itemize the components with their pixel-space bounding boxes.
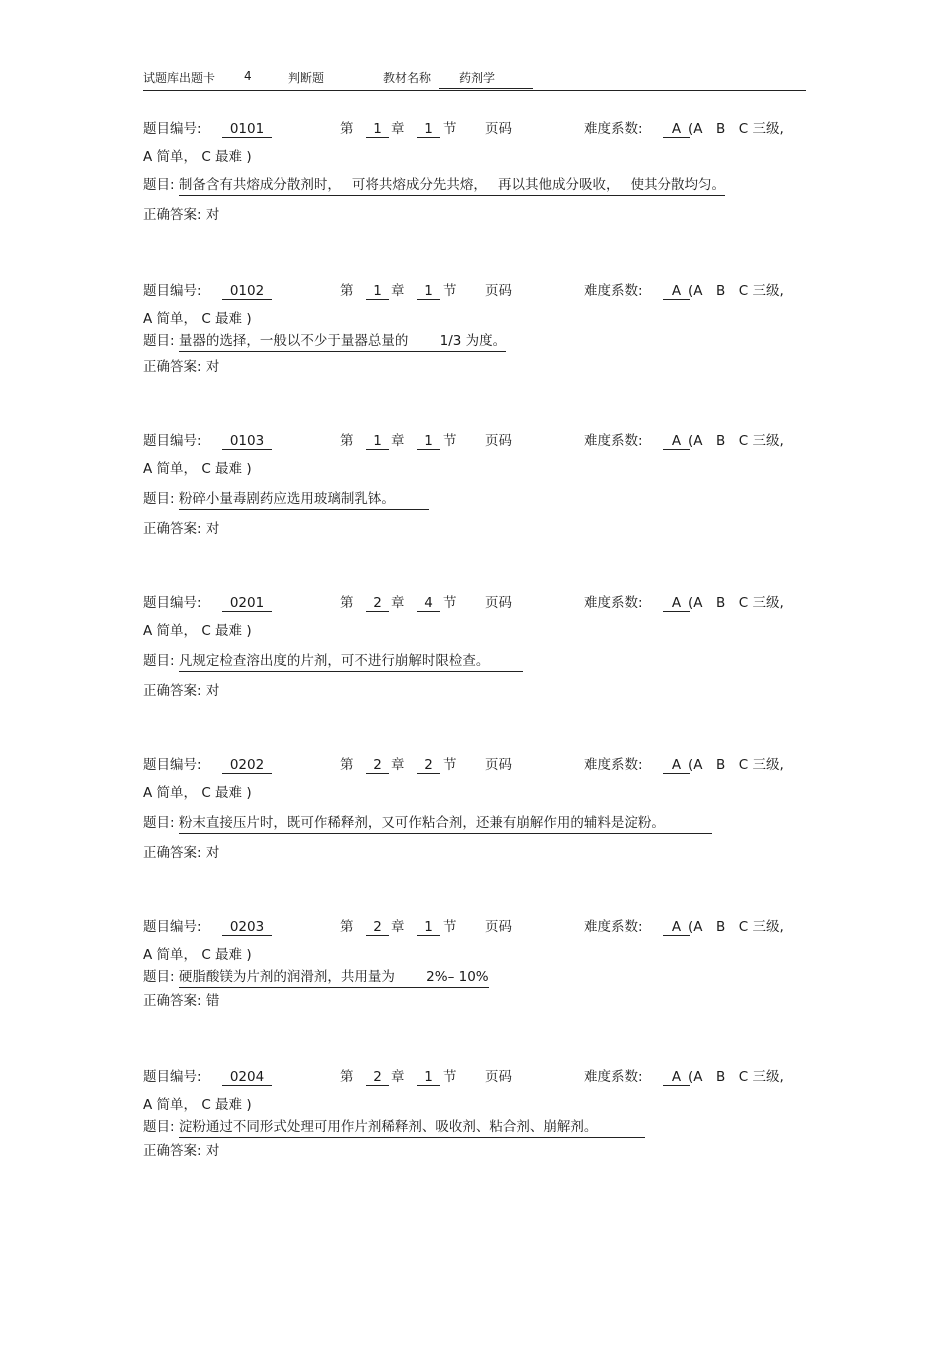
chapter-suffix: 章 (391, 433, 405, 449)
question-meta-row (143, 432, 808, 450)
answer-row (143, 844, 219, 862)
question-block (143, 594, 808, 734)
answer-label: 正确答案: (143, 1143, 202, 1159)
id-label: 题目编号: (143, 433, 202, 449)
difficulty-value: A (663, 919, 690, 936)
answer-label: 正确答案: (143, 521, 202, 537)
section-suffix: 节 (443, 919, 457, 935)
section-suffix: 节 (443, 757, 457, 773)
chapter-suffix: 章 (391, 595, 405, 611)
id-label: 题目编号: (143, 595, 202, 611)
section-number: 2 (417, 757, 440, 774)
question-label: 题目: (143, 333, 175, 349)
chapter-number: 2 (366, 1069, 389, 1086)
difficulty-value: A (663, 757, 690, 774)
answer-value: 对 (205, 359, 220, 375)
difficulty-label: 难度系数: (584, 1069, 643, 1085)
chapter-suffix: 章 (391, 919, 405, 935)
question-block (143, 756, 808, 896)
question-meta-row (143, 594, 808, 612)
page-label: 页码 (485, 121, 512, 137)
question-id: 0204 (222, 1069, 272, 1086)
difficulty-value: A (663, 595, 690, 612)
question-text: 粉碎小量毒剧药应选用玻璃制乳钵。 (179, 490, 429, 510)
page-label: 页码 (485, 919, 512, 935)
chapter-suffix: 章 (391, 121, 405, 137)
answer-value: 对 (205, 207, 220, 223)
answer-value: 对 (205, 845, 220, 861)
section-suffix: 节 (443, 283, 457, 299)
question-id: 0102 (222, 283, 272, 300)
question-row (143, 652, 523, 672)
question-label: 题目: (143, 969, 175, 985)
section-suffix: 节 (443, 121, 457, 137)
question-text: 制备含有共熔成分散剂时， 可将共熔成分先共熔， 再以其他成分吸收， 使其分散均匀。 (179, 176, 725, 196)
difficulty-label: 难度系数: (584, 757, 643, 773)
answer-label: 正确答案: (143, 993, 202, 1009)
question-text: 淀粉通过不同形式处理可用作片剂稀释剂、吸收剂、粘合剂、崩解剂。 (179, 1118, 645, 1138)
question-id: 0203 (222, 919, 272, 936)
question-meta-row (143, 1068, 808, 1086)
page-label: 页码 (485, 757, 512, 773)
question-label: 题目: (143, 491, 175, 507)
chapter-suffix: 章 (391, 757, 405, 773)
question-meta-row (143, 756, 808, 774)
section-number: 1 (417, 919, 440, 936)
id-label: 题目编号: (143, 919, 202, 935)
question-label: 题目: (143, 177, 175, 193)
chapter-number: 1 (366, 121, 389, 138)
chapter-number: 2 (366, 919, 389, 936)
answer-row (143, 520, 219, 538)
answer-value: 对 (205, 1143, 220, 1159)
question-meta-row (143, 120, 808, 138)
chapter-suffix: 章 (391, 1069, 405, 1085)
answer-label: 正确答案: (143, 683, 202, 699)
chapter-prefix: 第 (340, 919, 354, 935)
difficulty-value: A (663, 283, 690, 300)
question-meta-row (143, 282, 808, 300)
chapter-number: 1 (366, 283, 389, 300)
chapter-prefix: 第 (340, 121, 354, 137)
answer-label: 正确答案: (143, 845, 202, 861)
chapter-prefix: 第 (340, 595, 354, 611)
chapter-number: 2 (366, 757, 389, 774)
page-label: 页码 (485, 283, 512, 299)
question-row (143, 332, 506, 352)
page-label: 页码 (485, 595, 512, 611)
chapter-suffix: 章 (391, 283, 405, 299)
question-text: 凡规定检查溶出度的片剂，可不进行崩解时限检查。 (179, 652, 523, 672)
section-number: 1 (417, 121, 440, 138)
answer-row (143, 682, 219, 700)
difficulty-scale: (A B C 三级, (688, 757, 784, 773)
section-suffix: 节 (443, 433, 457, 449)
question-id: 0201 (222, 595, 272, 612)
answer-value: 对 (205, 683, 220, 699)
question-id: 0101 (222, 121, 272, 138)
question-block (143, 1068, 808, 1208)
question-row (143, 1118, 645, 1138)
card-number: 4 (244, 69, 252, 83)
question-text: 粉末直接压片时，既可作稀释剂，又可作粘合剂，还兼有崩解作用的辅料是淀粉。 (179, 814, 712, 834)
section-number: 4 (417, 595, 440, 612)
difficulty-label: 难度系数: (584, 919, 643, 935)
question-block (143, 120, 808, 260)
difficulty-note: A 简单， C 最难 ) (143, 149, 252, 165)
id-label: 题目编号: (143, 757, 202, 773)
question-block (143, 432, 808, 572)
difficulty-value: A (663, 433, 690, 450)
difficulty-scale: (A B C 三级, (688, 1069, 784, 1085)
page-label: 页码 (485, 1069, 512, 1085)
difficulty-label: 难度系数: (584, 283, 643, 299)
id-label: 题目编号: (143, 1069, 202, 1085)
answer-row (143, 206, 219, 224)
section-suffix: 节 (443, 1069, 457, 1085)
question-label: 题目: (143, 815, 175, 831)
answer-row (143, 1142, 219, 1160)
page-label: 页码 (485, 433, 512, 449)
question-meta-row (143, 918, 808, 936)
difficulty-note: A 简单， C 最难 ) (143, 623, 252, 639)
textbook-label: 教材名称 (383, 71, 432, 85)
section-number: 1 (417, 433, 440, 450)
section-number: 1 (417, 283, 440, 300)
difficulty-note: A 简单， C 最难 ) (143, 947, 252, 963)
difficulty-value: A (663, 121, 690, 138)
question-text: 量器的选择，一般以不少于量器总量的 1/3 为度。 (179, 332, 506, 352)
answer-row (143, 358, 219, 376)
chapter-prefix: 第 (340, 1069, 354, 1085)
id-label: 题目编号: (143, 121, 202, 137)
difficulty-scale: (A B C 三级, (688, 595, 784, 611)
textbook-name: 药剂学 (439, 69, 533, 89)
answer-value: 错 (205, 993, 220, 1009)
answer-value: 对 (205, 521, 220, 537)
question-id: 0202 (222, 757, 272, 774)
question-block (143, 918, 808, 1058)
section-number: 1 (417, 1069, 440, 1086)
difficulty-label: 难度系数: (584, 121, 643, 137)
difficulty-scale: (A B C 三级, (688, 919, 784, 935)
difficulty-label: 难度系数: (584, 433, 643, 449)
question-id: 0103 (222, 433, 272, 450)
question-label: 题目: (143, 1119, 175, 1135)
id-label: 题目编号: (143, 283, 202, 299)
answer-label: 正确答案: (143, 359, 202, 375)
difficulty-note: A 简单， C 最难 ) (143, 785, 252, 801)
question-type: 判断题 (288, 71, 325, 85)
question-block (143, 282, 808, 422)
difficulty-value: A (663, 1069, 690, 1086)
question-row (143, 968, 489, 988)
chapter-number: 1 (366, 433, 389, 450)
difficulty-scale: (A B C 三级, (688, 433, 784, 449)
chapter-prefix: 第 (340, 757, 354, 773)
chapter-prefix: 第 (340, 283, 354, 299)
answer-label: 正确答案: (143, 207, 202, 223)
question-row (143, 490, 429, 510)
answer-row (143, 992, 219, 1010)
question-text: 硬脂酸镁为片剂的润滑剂，共用量为 2%– 10% (179, 968, 489, 988)
question-row (143, 814, 712, 834)
difficulty-note: A 简单， C 最难 ) (143, 1097, 252, 1113)
question-label: 题目: (143, 653, 175, 669)
difficulty-note: A 简单， C 最难 ) (143, 461, 252, 477)
difficulty-label: 难度系数: (584, 595, 643, 611)
card-header (143, 62, 806, 91)
difficulty-scale: (A B C 三级, (688, 121, 784, 137)
question-row (143, 176, 725, 196)
card-title: 试题库出题卡 (143, 71, 216, 85)
chapter-number: 2 (366, 595, 389, 612)
textbook-name-field (439, 69, 533, 89)
difficulty-note: A 简单， C 最难 ) (143, 311, 252, 327)
chapter-prefix: 第 (340, 433, 354, 449)
section-suffix: 节 (443, 595, 457, 611)
difficulty-scale: (A B C 三级, (688, 283, 784, 299)
